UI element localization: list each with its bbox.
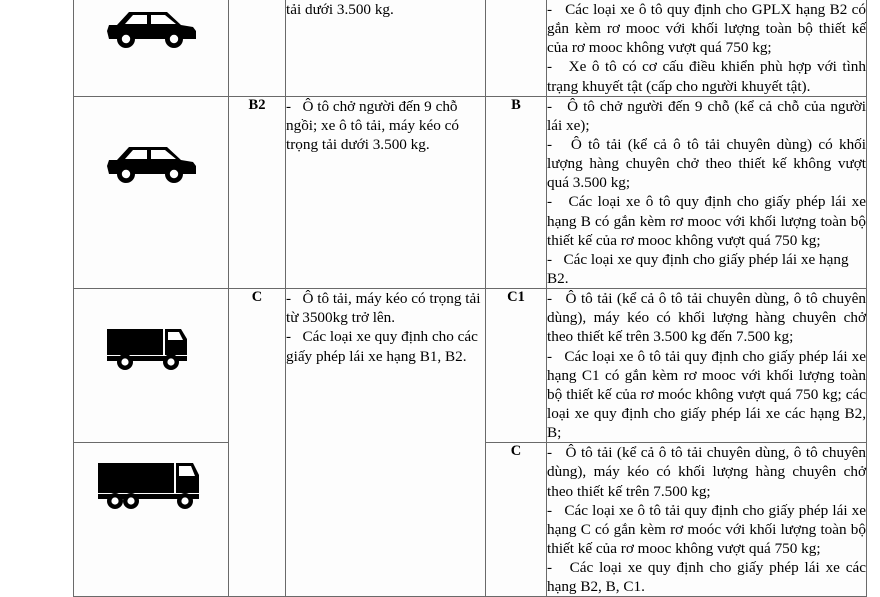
bullet-text: Ô tô tải (kể cả ô tô tải chuyên dùng, ô tô chuyên dùng), máy kéo có khối lượng hàng chuyên chở theo thiết kế trên 7.500 kg; — [547, 444, 867, 500]
new-class-cell — [486, 289, 547, 443]
bullet-text: Các loại xe quy định cho giấy phép lái xe các hạng B2, B, C1. — [547, 559, 866, 596]
bullet-marker: - — [286, 97, 292, 115]
bullet-marker: - — [547, 559, 553, 577]
bullet-marker: - — [286, 328, 292, 346]
bullet-item — [547, 0, 866, 57]
truck-box-icon — [74, 289, 228, 373]
bullet-text: Ô tô tải, máy kéo có trọng tải từ 3500kg trở lên. — [286, 290, 481, 327]
bullet-text: Các loại xe ô tô quy định cho giấy phép lái xe hạng B có gắn kèm rơ mooc với khối lượng toàn bộ thiết kế của rơ mooc không vượt quá 750 kg; — [547, 193, 866, 249]
old-class-label: C — [251, 289, 263, 306]
bullet-item — [547, 347, 866, 443]
car-hatchback-icon — [74, 97, 228, 187]
new-class-cell — [486, 96, 547, 288]
new-class-cell — [486, 0, 547, 96]
bullet-text: Các loại xe quy định cho giấy phép lái xe hạng B2. — [547, 250, 849, 287]
bullet-marker: - — [547, 290, 553, 308]
bullet-text: Các loại xe ô tô tải quy định cho giấy phép lái xe hạng C có gắn kèm rơ moóc với khối lượng toàn bộ thiết kế của rơ mooc không vượt quá 750 kg; — [547, 501, 867, 557]
vehicle-icon-cell — [74, 443, 229, 597]
bullet-text: Các loại xe ô tô quy định cho GPLX hạng B2 có gắn kèm rơ mooc với khối lượng toàn bộ thiết kế của rơ mooc không vượt quá 750 kg; — [547, 1, 867, 57]
new-class-label: B — [511, 96, 521, 113]
bullet-marker: - — [547, 1, 553, 18]
bullet-marker: - — [547, 501, 553, 519]
bullet-marker: - — [286, 290, 292, 308]
bullet-item — [286, 327, 485, 365]
table-row — [74, 96, 867, 288]
bullet-text: Ô tô chở người đến 9 chỗ ngồi; xe ô tô tải, máy kéo có trọng tải dưới 3.500 kg. — [286, 97, 459, 153]
bullet-text: Các loại xe quy định cho các giấy phép lái xe hạng B1, B2. — [286, 328, 478, 365]
old-description-cell — [286, 0, 486, 96]
old-description-cell — [286, 289, 486, 597]
bullet-text: Ô tô tải (kể cả ô tô tải chuyên dùng) có khối lượng hàng chuyên chở theo thiết kế không vượt quá 3.500 kg; — [547, 135, 866, 192]
bullet-marker: - — [547, 135, 553, 153]
new-description-cell — [547, 443, 867, 597]
new-description-cell — [547, 96, 867, 288]
bullet-item — [547, 443, 866, 500]
bullet-item — [547, 57, 866, 95]
bullet-item — [547, 135, 866, 192]
old-class-cell — [229, 0, 286, 96]
bullet-item — [547, 501, 866, 558]
bullet-text: Ô tô tải (kể cả ô tô tải chuyên dùng, ô tô chuyên dùng), máy kéo có khối lượng hàng chuyên chở theo thiết kế trên 3.500 kg đến 7.500 kg; — [547, 290, 867, 346]
new-class-label: C1 — [507, 289, 525, 306]
bullet-item — [547, 192, 866, 249]
table-row — [74, 0, 867, 96]
truck-large-icon — [74, 443, 228, 513]
bullet-item — [286, 289, 485, 327]
bullet-text: Xe ô tô có cơ cấu điều khiển phù hợp với tình trạng khuyết tật (cấp cho người khuyết tật). — [547, 58, 866, 95]
bullet-item — [547, 558, 866, 596]
bullet-marker: - — [547, 58, 553, 76]
bullet-item — [286, 97, 485, 154]
bullet-text: Ô tô chở người đến 9 chỗ (kể cả chỗ của người lái xe); — [547, 97, 866, 134]
bullet-text: Các loại xe ô tô tải quy định cho giấy phép lái xe hạng C1 có gắn kèm rơ mooc với khối lượng toàn bộ thiết kế của rơ moóc không vượt quá 750 kg; các loại xe quy định cho giấy phép lái xe các hạng B2, B; — [547, 347, 867, 442]
bullet-marker: - — [547, 347, 553, 365]
old-description-line — [286, 0, 485, 19]
new-class-cell — [486, 443, 547, 597]
new-description-cell — [547, 289, 867, 443]
old-class-cell — [229, 289, 286, 597]
license-class-table — [73, 0, 867, 597]
bullet-marker: - — [547, 444, 553, 462]
old-class-cell — [229, 96, 286, 288]
table-row — [74, 289, 867, 443]
bullet-item — [547, 289, 866, 346]
bullet-marker: - — [547, 97, 553, 115]
old-class-label: B2 — [248, 96, 266, 113]
vehicle-icon-cell — [74, 96, 229, 288]
bullet-item — [547, 97, 866, 135]
new-description-cell — [547, 0, 867, 96]
bullet-marker: - — [547, 250, 553, 268]
old-description-text: tải dưới 3.500 kg. — [286, 1, 394, 18]
bullet-marker: - — [547, 193, 553, 211]
bullet-item — [547, 250, 866, 288]
old-description-cell — [286, 96, 486, 288]
new-class-label: C — [510, 443, 522, 460]
vehicle-icon-cell — [74, 0, 229, 96]
car-hatchback-icon — [74, 0, 228, 52]
vehicle-icon-cell — [74, 289, 229, 443]
